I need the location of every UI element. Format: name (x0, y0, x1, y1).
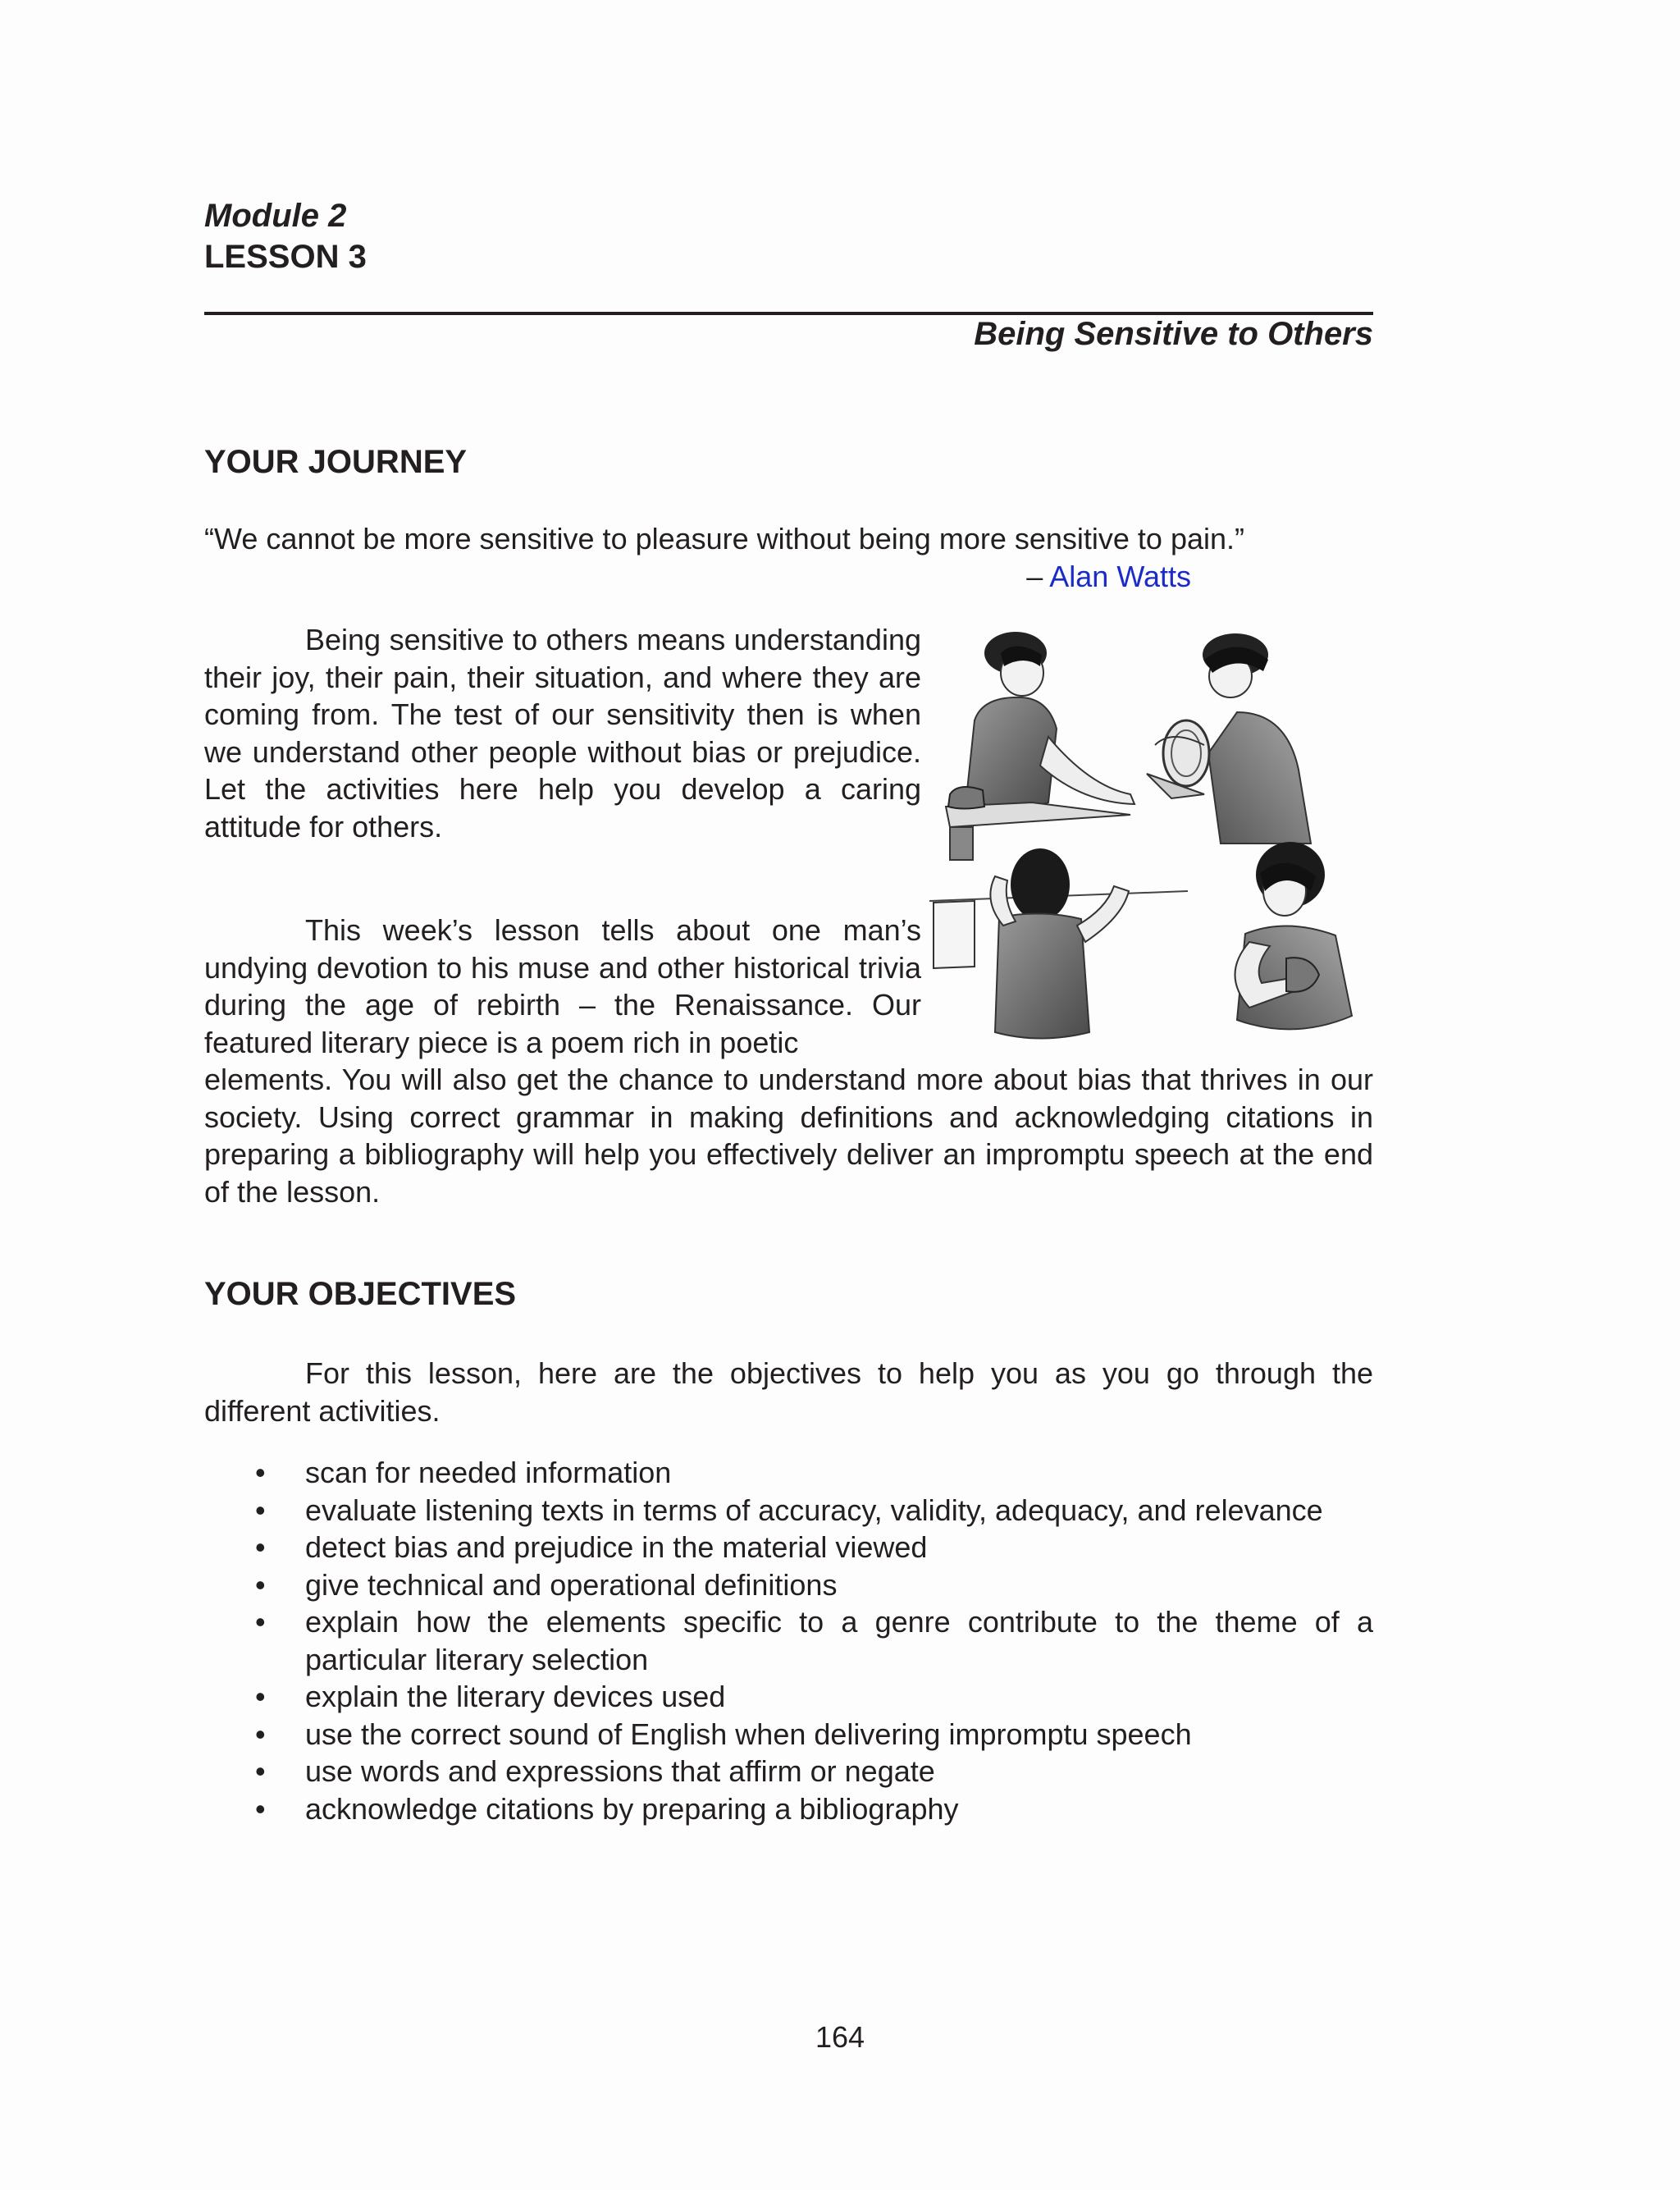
list-item (204, 1454, 1373, 1492)
objective-text: use the correct sound of English when delivering impromptu speech (305, 1717, 1192, 1751)
lesson-label: LESSON 3 (204, 239, 367, 275)
ironing-figure-icon (946, 632, 1134, 860)
journey-paragraph-2: This week’s lesson tells about one man’s undying devotion to his muse and other historical trivia during the age of rebirth – the Renaissance. Our featured literary piece is a poem rich in poetic (204, 913, 921, 1059)
journey-heading: YOUR JOURNEY (204, 444, 468, 480)
objective-text: acknowledge citations by preparing a bibliography (305, 1791, 959, 1826)
objectives-heading: YOUR OBJECTIVES (204, 1276, 517, 1312)
epigraph-quote: “We cannot be more sensitive to pleasure without being more sensitive to pain.” (204, 522, 1244, 556)
journey-paragraph-2-continued: elements. You will also get the chance to understand more about bias that thrives in our society. Using correct grammar in making definitions and acknowledging citations in preparing a bibliography will help you effectively deliver an impromptu speech at the end of the lesson. (204, 1063, 1373, 1209)
objective-text: explain the literary devices used (305, 1680, 726, 1713)
bullet-icon: • (255, 1680, 266, 1713)
module-label: Module 2 (204, 198, 347, 234)
objective-text: explain how the elements specific to a genre contribute to the theme of a particular literary selection (305, 1605, 1373, 1676)
household-chores-illustration-icon (925, 630, 1375, 1050)
bullet-icon: • (255, 1717, 266, 1751)
list-item (204, 1716, 1373, 1753)
sewing-figure-icon (1235, 842, 1353, 1029)
journey-paragraph-1: Being sensitive to others means understanding their joy, their pain, their situation, and where they are coming from. The test of our sensitivity then is when we understand other people without bias or prejudice. Let the activities here help you develop a caring attitude for others. (204, 623, 921, 844)
bullet-icon: • (255, 1530, 266, 1564)
list-item (204, 1492, 1373, 1529)
list-item (204, 1603, 1373, 1678)
objective-text: scan for needed information (305, 1456, 672, 1489)
objectives-intro: For this lesson, here are the objectives to help you as you go through the different activities. (204, 1356, 1373, 1428)
list-item (204, 1566, 1373, 1604)
list-item (204, 1790, 1373, 1828)
objectives-list (204, 1454, 1373, 1827)
bullet-icon: • (255, 1605, 266, 1639)
list-item (204, 1753, 1373, 1790)
laundry-figure-icon (929, 848, 1188, 1039)
objective-text: evaluate listening texts in terms of accuracy, validity, adequacy, and relevance (305, 1493, 1323, 1527)
bullet-icon: • (255, 1791, 266, 1826)
objective-text: give technical and operational definitions (305, 1567, 838, 1602)
epigraph-author (1026, 558, 1191, 596)
bullet-icon: • (255, 1567, 266, 1602)
bullet-icon: • (255, 1754, 266, 1788)
author-dash: – (1026, 560, 1050, 593)
objective-text: use words and expressions that affirm or negate (305, 1754, 935, 1788)
list-item (204, 1678, 1373, 1716)
author-link[interactable]: Alan Watts (1049, 560, 1191, 593)
lesson-title: Being Sensitive to Others (974, 316, 1373, 352)
bullet-icon: • (255, 1456, 266, 1489)
dish-washing-figure-icon (1147, 633, 1311, 844)
page-number: 164 (815, 2020, 865, 2054)
bullet-icon: • (255, 1493, 266, 1527)
list-item (204, 1529, 1373, 1566)
objective-text: detect bias and prejudice in the material viewed (305, 1530, 928, 1564)
